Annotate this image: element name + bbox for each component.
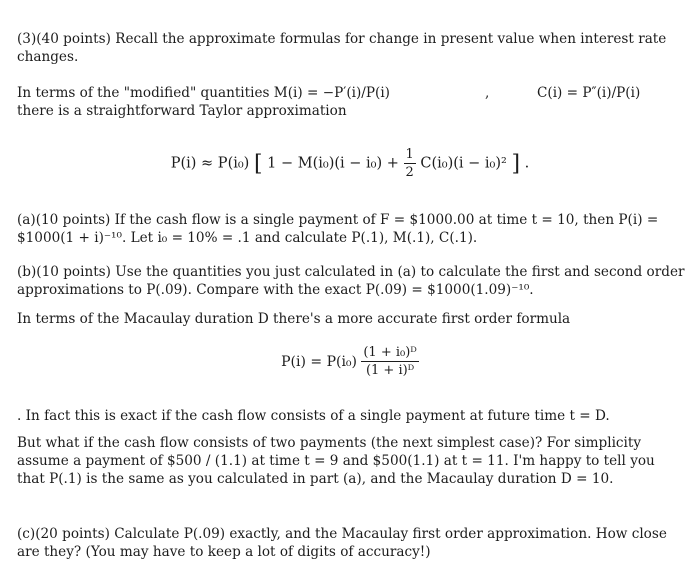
taylor-body-b: C(i₀)(i − i₀)²	[420, 155, 507, 172]
macaulay-intro: In terms of the Macaulay duration D there's a more accurate first order formula	[17, 311, 571, 327]
taylor-body-a: 1 − M(i₀)(i − i₀) +	[267, 155, 399, 172]
macaulay-formula	[0, 344, 700, 388]
taylor-period: .	[524, 155, 530, 172]
taylor-formula	[0, 146, 700, 178]
fraction-numerator: 1	[405, 147, 414, 162]
macaulay-lhs: P(i) = P(i₀)	[281, 353, 358, 370]
macaulay-numerator: (1 + i₀)ᴰ	[363, 345, 417, 360]
macaulay-fraction	[361, 344, 419, 379]
part-b: (b)(10 points) Use the quantities you just calculated in (a) to calculate the first and second order approximations to P(.09). Compare with the exact P(.09) = $1000(1.09)⁻¹⁰.	[17, 264, 685, 298]
one-half-fraction	[404, 146, 416, 181]
part-a: (a)(10 points) If the cash flow is a single payment of F = $1000.00 at time t = 10, then P(i) = $1000(1 + i)⁻¹⁰. Let i₀ = 10% = .1 and calculate P(.1), M(.1), C(.1).	[17, 212, 659, 246]
taylor-lhs: P(i) ≈ P(i₀)	[170, 155, 250, 172]
exact-note: . In fact this is exact if the cash flow consists of a single payment at future time t = D.	[17, 408, 610, 424]
modified-quantities-line	[17, 84, 685, 102]
macaulay-denominator: (1 + i)ᴰ	[365, 363, 415, 378]
c-definition: C(i) = P″(i)/P(i)	[537, 85, 641, 101]
two-payments-paragraph: But what if the cash flow consists of two payments (the next simplest case)? For simplicity assume a payment of $500 / (1.1) at time t = 9 and $500(1.1) at t = 11. I'm happy to tell you that P(.1) is the same as you calculated in part (a), and the Macaulay duration D = 10.	[17, 435, 655, 487]
problem-intro: (3)(40 points) Recall the approximate formulas for change in present value when interest rate changes.	[17, 31, 667, 65]
fraction-denominator: 2	[405, 165, 414, 180]
part-c: (c)(20 points) Calculate P(.09) exactly, and the Macaulay first order approximation. How close are they? (You may have to keep a lot of digits of accuracy!)	[17, 526, 667, 560]
taylor-bracket-close: ]	[511, 151, 521, 177]
modified-quantities-text: In terms of the "modified" quantities M(i) = −P′(i)/P(i)	[17, 85, 390, 101]
separator-comma: ,	[485, 85, 490, 101]
taylor-intro: there is a straightforward Taylor approximation	[17, 103, 347, 119]
taylor-bracket-open: [	[253, 151, 263, 177]
